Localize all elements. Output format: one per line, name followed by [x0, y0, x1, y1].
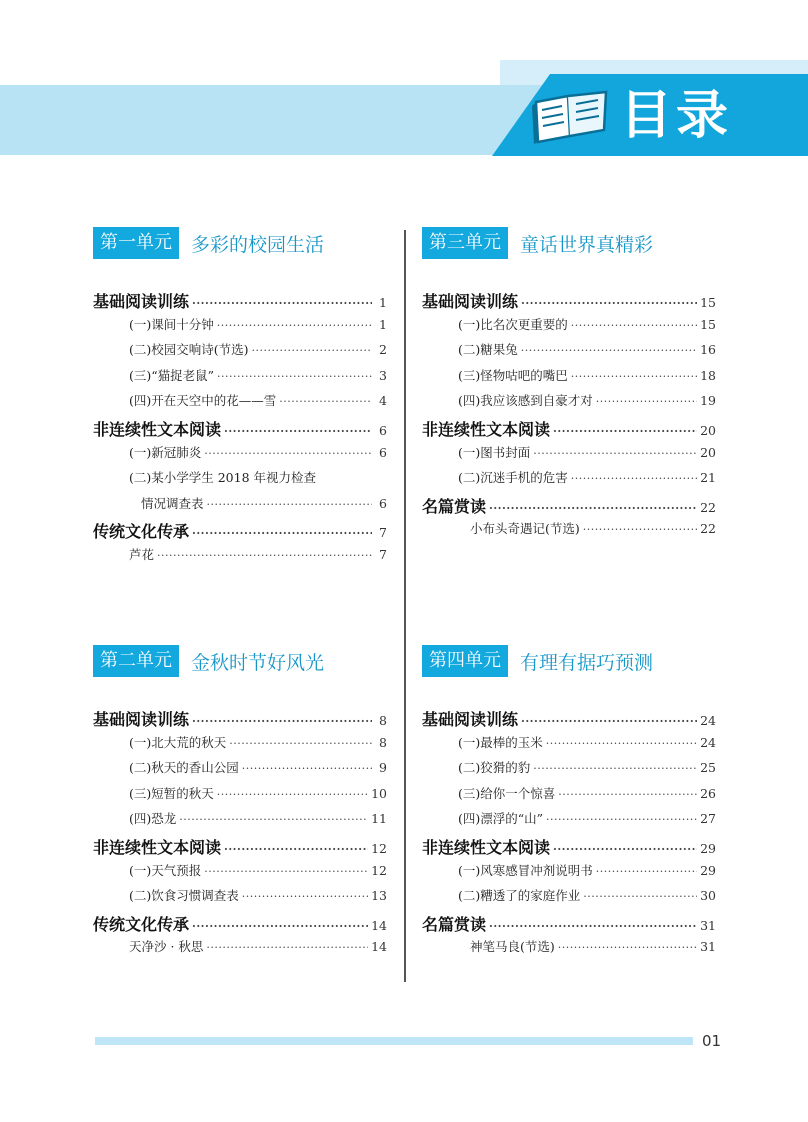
page-number: 01: [702, 1032, 722, 1050]
unit-4-header: [422, 645, 716, 677]
dot-leader: [583, 890, 697, 903]
toc-entry-title: (三)怪物咕吧的嘴巴: [458, 367, 568, 383]
toc-page-number: 11: [371, 811, 387, 827]
toc-entry-row[interactable]: [93, 545, 387, 571]
toc-entry-title: (二)秋天的香山公园: [129, 760, 239, 776]
unit-1-title: 多彩的校园生活: [191, 233, 325, 256]
toc-entry-title: (二)狡猾的豹: [458, 760, 531, 776]
unit-4-section: [422, 645, 716, 963]
open-book-icon: [528, 84, 612, 144]
toc-category-row[interactable]: [93, 835, 387, 861]
dot-leader: [204, 447, 372, 460]
toc-entry-row[interactable]: [422, 366, 716, 392]
toc-entry-row[interactable]: [422, 468, 716, 494]
unit-2-badge: 第二单元: [93, 645, 179, 677]
toc-entry-title: (二)某小学学生 2018 年视力检查: [129, 470, 317, 486]
toc-entry-row[interactable]: [422, 784, 716, 810]
unit-2-header: [93, 645, 387, 677]
unit-3-header: [422, 227, 716, 259]
dot-leader: [229, 737, 372, 750]
toc-category-row[interactable]: [422, 912, 716, 938]
dot-leader: [224, 425, 372, 438]
toc-entry-title: (一)北大荒的秋天: [129, 734, 227, 750]
dot-leader: [217, 319, 372, 332]
toc-category-row[interactable]: [93, 519, 387, 545]
toc-entry-row[interactable]: [93, 886, 387, 912]
toc-entry-title: (三)“猫捉老鼠”: [129, 367, 215, 383]
toc-page-number: 1: [379, 295, 387, 310]
toc-page-number: 7: [379, 546, 387, 562]
toc-category-row[interactable]: [422, 417, 716, 443]
toc-page-number: 1: [379, 316, 387, 332]
toc-entry-title: 传统文化传承: [93, 522, 190, 542]
toc-entry-row[interactable]: [422, 733, 716, 759]
dot-leader: [533, 447, 697, 460]
toc-category-row[interactable]: [422, 494, 716, 520]
unit-1-badge: 第一单元: [93, 227, 179, 259]
dot-leader: [521, 297, 697, 310]
toc-entry-title: 基础阅读训练: [93, 710, 190, 729]
toc-page-number: 21: [700, 470, 716, 486]
dot-leader: [596, 865, 697, 878]
toc-entry-title: (一)新冠肺炎: [129, 444, 202, 460]
toc-page-number: 18: [700, 367, 716, 383]
toc-entry-row[interactable]: [422, 391, 716, 417]
toc-entry-row[interactable]: [93, 366, 387, 392]
toc-page-number: 31: [700, 917, 716, 933]
toc-entry-row[interactable]: [93, 468, 387, 494]
toc-entry-title: (四)我应该感到自豪才对: [458, 393, 593, 409]
toc-entry-title: (一)课间十分钟: [129, 316, 214, 332]
toc-entry-title: 名篇赏读: [422, 914, 487, 934]
unit-3-title: 童话世界真精彩: [520, 233, 654, 256]
dot-leader: [192, 297, 372, 310]
toc-entry-row[interactable]: [422, 886, 716, 912]
toc-page-number: 24: [700, 734, 716, 750]
toc-entry-row[interactable]: [422, 315, 716, 341]
dot-leader: [204, 865, 368, 878]
toc-entry-row[interactable]: [93, 340, 387, 366]
toc-entry-row[interactable]: [422, 758, 716, 784]
toc-page-number: 20: [700, 422, 716, 438]
dot-leader: [558, 788, 697, 801]
toc-page-number: 29: [700, 840, 716, 856]
dot-leader: [192, 715, 372, 728]
toc-entry-title: 天净沙 · 秋思: [129, 939, 204, 955]
toc-entry-row[interactable]: [93, 443, 387, 469]
dot-leader: [217, 370, 372, 383]
toc-entry-title: (四)漂浮的“山”: [458, 811, 544, 827]
toc-page-number: 16: [700, 342, 716, 358]
toc-page-number: 9: [379, 760, 387, 776]
toc-page-number: 30: [700, 888, 716, 904]
toc-entry-row[interactable]: [93, 937, 387, 963]
footer-bar: [95, 1037, 693, 1045]
toc-entry-title: 非连续性文本阅读: [93, 419, 222, 439]
toc-entry-title: 芦花: [129, 546, 155, 562]
toc-entry-title: 非连续性文本阅读: [422, 837, 551, 857]
toc-page-number: 8: [379, 734, 387, 750]
toc-entry-row[interactable]: [422, 443, 716, 469]
toc-page-number: 6: [379, 422, 387, 438]
toc-page-number: 10: [371, 785, 387, 801]
toc-page-number: 3: [379, 367, 387, 383]
toc-page-number: 15: [700, 316, 716, 332]
toc-page-number: 12: [371, 840, 387, 856]
toc-category-row[interactable]: [422, 835, 716, 861]
toc-entry-row[interactable]: [422, 937, 716, 963]
toc-entry-title: 神笔马良(节选): [470, 939, 555, 955]
dot-leader: [224, 843, 368, 856]
toc-category-row[interactable]: [93, 707, 387, 733]
toc-entry-title: (二)沉迷手机的危害: [458, 470, 568, 486]
toc-entry-title: 基础阅读训练: [93, 292, 190, 311]
unit-1-toc: [93, 289, 387, 571]
toc-entry-row[interactable]: [93, 494, 387, 520]
unit-1-header: [93, 227, 387, 259]
toc-entry-row[interactable]: [422, 519, 716, 545]
column-divider: [404, 230, 406, 982]
toc-entry-title: 非连续性文本阅读: [93, 837, 222, 857]
toc-page-number: 25: [700, 760, 716, 776]
toc-entry-row[interactable]: [93, 809, 387, 835]
toc-entry-title: (一)天气预报: [129, 862, 202, 878]
dot-leader: [553, 425, 697, 438]
toc-entry-title: 情况调查表: [141, 495, 204, 511]
toc-entry-title: (一)图书封面: [458, 444, 531, 460]
dot-leader: [571, 472, 697, 485]
toc-page-number: 13: [371, 888, 387, 904]
unit-2-toc: [93, 707, 387, 963]
toc-entry-row[interactable]: [93, 784, 387, 810]
dot-leader: [546, 813, 697, 826]
toc-page-number: 12: [371, 862, 387, 878]
dot-leader: [242, 762, 372, 775]
toc-page-number: 14: [371, 917, 387, 933]
toc-entry-title: 基础阅读训练: [422, 710, 519, 729]
toc-entry-title: 传统文化传承: [93, 914, 190, 934]
dot-leader: [571, 370, 697, 383]
toc-category-row[interactable]: [93, 289, 387, 315]
dot-leader: [179, 813, 368, 826]
toc-category-row[interactable]: [93, 912, 387, 938]
toc-page-number: 22: [700, 499, 716, 515]
toc-entry-title: (三)给你一个惊喜: [458, 785, 556, 801]
page-title: 目录: [620, 86, 733, 146]
toc-page-number: 14: [371, 939, 387, 955]
toc-entry-row[interactable]: [422, 809, 716, 835]
dot-leader: [553, 843, 697, 856]
toc-entry-title: 基础阅读训练: [422, 292, 519, 311]
toc-page-number: 15: [700, 295, 716, 310]
toc-entry-title: (三)短暂的秋天: [129, 785, 214, 801]
toc-page-number: 2: [379, 342, 387, 358]
toc-category-row[interactable]: [422, 707, 716, 733]
toc-page-number: 22: [700, 521, 716, 537]
toc-entry-title: (四)恐龙: [129, 811, 177, 827]
toc-page-number: 27: [700, 811, 716, 827]
dot-leader: [489, 920, 697, 933]
toc-page-number: 20: [700, 444, 716, 460]
toc-entry-title: (二)饮食习惯调查表: [129, 888, 239, 904]
toc-entry-row[interactable]: [93, 758, 387, 784]
toc-category-row[interactable]: [93, 417, 387, 443]
toc-page-number: 26: [700, 785, 716, 801]
dot-leader: [192, 527, 372, 540]
toc-category-row[interactable]: [422, 289, 716, 315]
toc-entry-title: 非连续性文本阅读: [422, 419, 551, 439]
dot-leader: [521, 344, 697, 357]
dot-leader: [521, 715, 697, 728]
toc-entry-title: (一)最棒的玉米: [458, 734, 543, 750]
toc-page-number: 31: [700, 939, 716, 955]
toc-entry-row[interactable]: [93, 315, 387, 341]
dot-leader: [546, 737, 697, 750]
toc-entry-title: (二)糖果兔: [458, 342, 518, 358]
dot-leader: [571, 319, 697, 332]
unit-1-section: [93, 227, 387, 571]
toc-page-number: 29: [700, 862, 716, 878]
unit-4-title: 有理有据巧预测: [520, 651, 654, 674]
unit-4-toc: [422, 707, 716, 963]
toc-page-number: 6: [379, 495, 387, 511]
dot-leader: [252, 344, 372, 357]
dot-leader: [489, 502, 697, 515]
toc-entry-title: (二)糟透了的家庭作业: [458, 888, 581, 904]
toc-page-number: 24: [700, 713, 716, 728]
toc-entry-title: 名篇赏读: [422, 496, 487, 516]
toc-entry-row[interactable]: [422, 861, 716, 887]
toc-entry-row[interactable]: [93, 733, 387, 759]
unit-2-section: [93, 645, 387, 963]
unit-2-title: 金秋时节好风光: [191, 651, 325, 674]
unit-4-badge: 第四单元: [422, 645, 508, 677]
dot-leader: [207, 498, 372, 511]
toc-entry-row[interactable]: [93, 861, 387, 887]
toc-page-number: 7: [379, 525, 387, 541]
toc-entry-title: (二)校园交响诗(节选): [129, 342, 249, 358]
dot-leader: [192, 920, 368, 933]
unit-3-toc: [422, 289, 716, 545]
dot-leader: [279, 395, 372, 408]
dot-leader: [583, 523, 697, 536]
toc-entry-title: 小布头奇遇记(节选): [470, 521, 580, 537]
dot-leader: [558, 941, 697, 954]
dot-leader: [596, 395, 697, 408]
toc-page-number: 8: [379, 713, 387, 728]
dot-leader: [533, 762, 697, 775]
dot-leader: [242, 890, 368, 903]
toc-entry-title: (四)开在天空中的花——雪: [129, 393, 277, 409]
dot-leader: [206, 941, 368, 954]
toc-entry-title: (一)风寒感冒冲剂说明书: [458, 862, 593, 878]
toc-page-number: 4: [379, 393, 387, 409]
toc-entry-row[interactable]: [422, 340, 716, 366]
toc-entry-title: (一)比名次更重要的: [458, 316, 568, 332]
toc-page-number: 19: [700, 393, 716, 409]
unit-3-section: [422, 227, 716, 545]
toc-page-number: 6: [379, 444, 387, 460]
dot-leader: [217, 788, 368, 801]
dot-leader: [157, 549, 372, 562]
unit-3-badge: 第三单元: [422, 227, 508, 259]
toc-entry-row[interactable]: [93, 391, 387, 417]
